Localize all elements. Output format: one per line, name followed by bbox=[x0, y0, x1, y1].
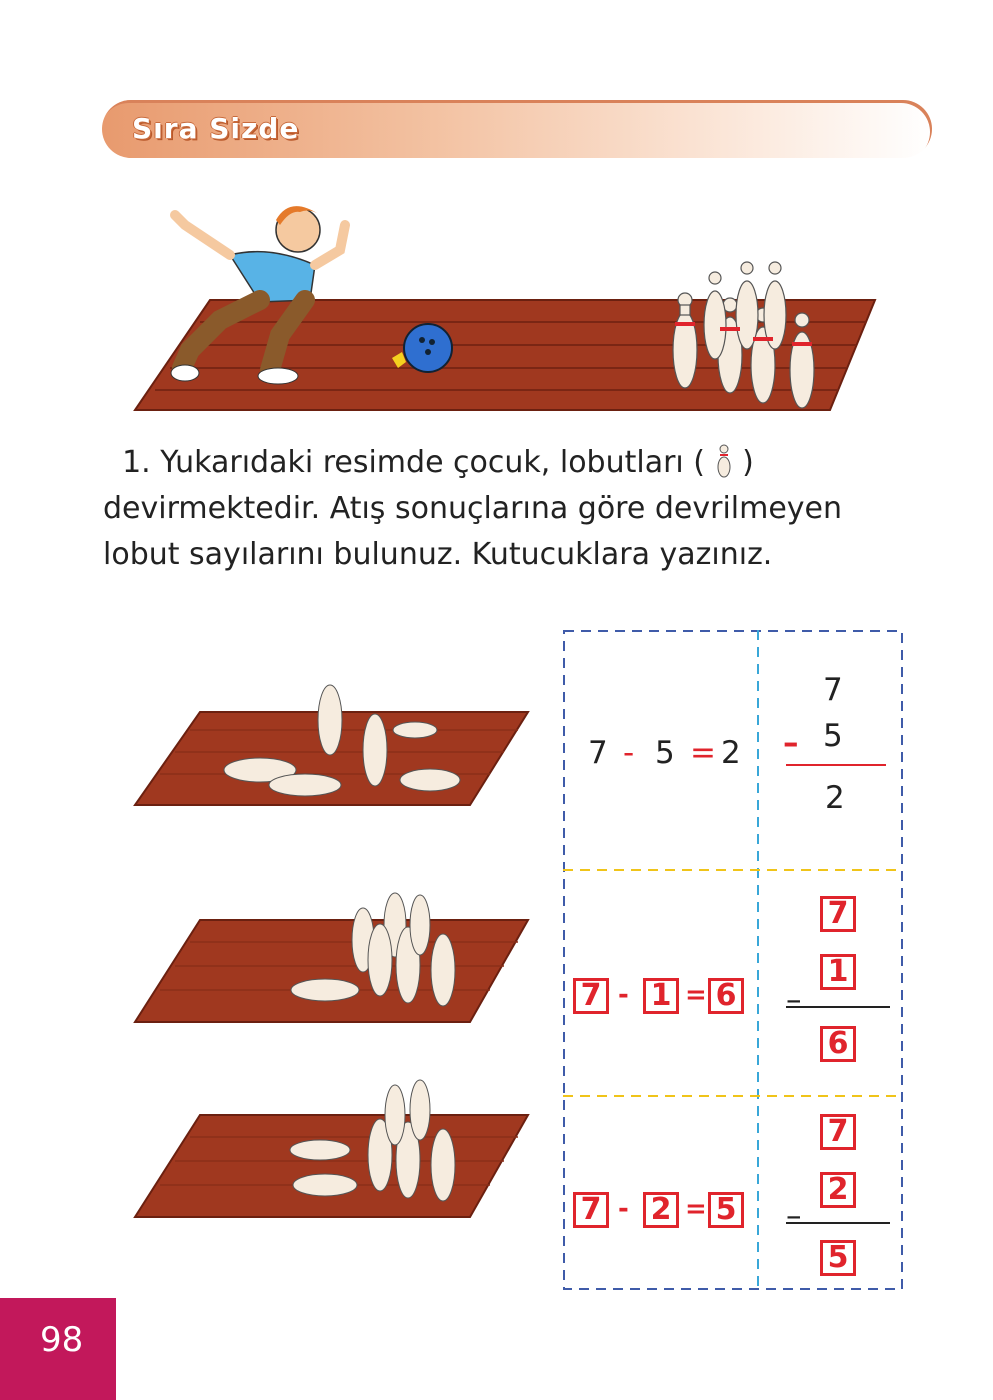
row2-h-eq: = bbox=[685, 980, 707, 1010]
row3-h-op: - bbox=[618, 1194, 629, 1224]
question-line3: lobut sayılarını bulunuz. Kutucuklara yazınız. bbox=[103, 537, 773, 572]
lane-illustration-1 bbox=[130, 670, 530, 810]
row1-v-b: 5 bbox=[823, 718, 843, 754]
question-line1-start: 1. Yukarıdaki resimde çocuk, lobutları ( bbox=[122, 445, 705, 480]
question-line1-end: ) bbox=[742, 445, 754, 480]
row3-h-eq: = bbox=[685, 1194, 707, 1224]
row3-v-result-box[interactable]: 5 bbox=[820, 1240, 856, 1276]
row2-vertical bbox=[758, 870, 903, 1096]
page-number-tab bbox=[0, 1298, 116, 1400]
row3-v-op: – bbox=[786, 1198, 802, 1234]
row2-h-result-box[interactable]: 6 bbox=[708, 978, 744, 1014]
row1-h-a: 7 bbox=[588, 735, 608, 771]
row2-v-b-box[interactable]: 1 bbox=[820, 954, 856, 990]
row2-v-op: – bbox=[786, 982, 802, 1018]
row3-v-b-box[interactable]: 2 bbox=[820, 1172, 856, 1208]
row1-h-b: 5 bbox=[655, 735, 675, 771]
row2-horizontal bbox=[563, 870, 758, 1096]
lane-illustration-3 bbox=[130, 1075, 530, 1225]
row1-vertical bbox=[758, 630, 903, 870]
section-banner bbox=[102, 100, 932, 158]
row2-h-op: - bbox=[618, 980, 629, 1010]
page-number: 98 bbox=[40, 1320, 84, 1360]
row1-v-result: 2 bbox=[825, 780, 845, 816]
row2-h-b-box[interactable]: 1 bbox=[643, 978, 679, 1014]
row1-v-line bbox=[786, 764, 886, 766]
row2-v-result-box[interactable]: 6 bbox=[820, 1026, 856, 1062]
row2-v-line bbox=[786, 1006, 890, 1008]
question-text bbox=[103, 440, 868, 578]
row3-h-b-box[interactable]: 2 bbox=[643, 1192, 679, 1228]
row3-h-a-box[interactable]: 7 bbox=[573, 1192, 609, 1228]
bowling-scene-illustration bbox=[130, 190, 880, 415]
row1-h-eq: = bbox=[690, 735, 716, 771]
bowling-pin-icon bbox=[715, 444, 733, 478]
row3-v-a-box[interactable]: 7 bbox=[820, 1114, 856, 1150]
row1-horizontal bbox=[563, 630, 758, 870]
row2-h-a-box[interactable]: 7 bbox=[573, 978, 609, 1014]
lane-illustration-2 bbox=[130, 880, 530, 1030]
row3-v-line bbox=[786, 1222, 890, 1224]
row1-h-result: 2 bbox=[721, 735, 741, 771]
row3-horizontal bbox=[563, 1096, 758, 1290]
row1-v-op: – bbox=[783, 725, 799, 761]
row3-vertical bbox=[758, 1096, 903, 1290]
row3-h-result-box[interactable]: 5 bbox=[708, 1192, 744, 1228]
banner-title: Sıra Sizde bbox=[132, 112, 300, 145]
answer-grid bbox=[563, 630, 903, 1290]
row1-v-a: 7 bbox=[823, 672, 843, 708]
row1-h-op: - bbox=[623, 735, 635, 771]
row2-v-a-box[interactable]: 7 bbox=[820, 896, 856, 932]
question-line2: devirmektedir. Atış sonuçlarına göre devrilmeyen bbox=[103, 491, 843, 526]
